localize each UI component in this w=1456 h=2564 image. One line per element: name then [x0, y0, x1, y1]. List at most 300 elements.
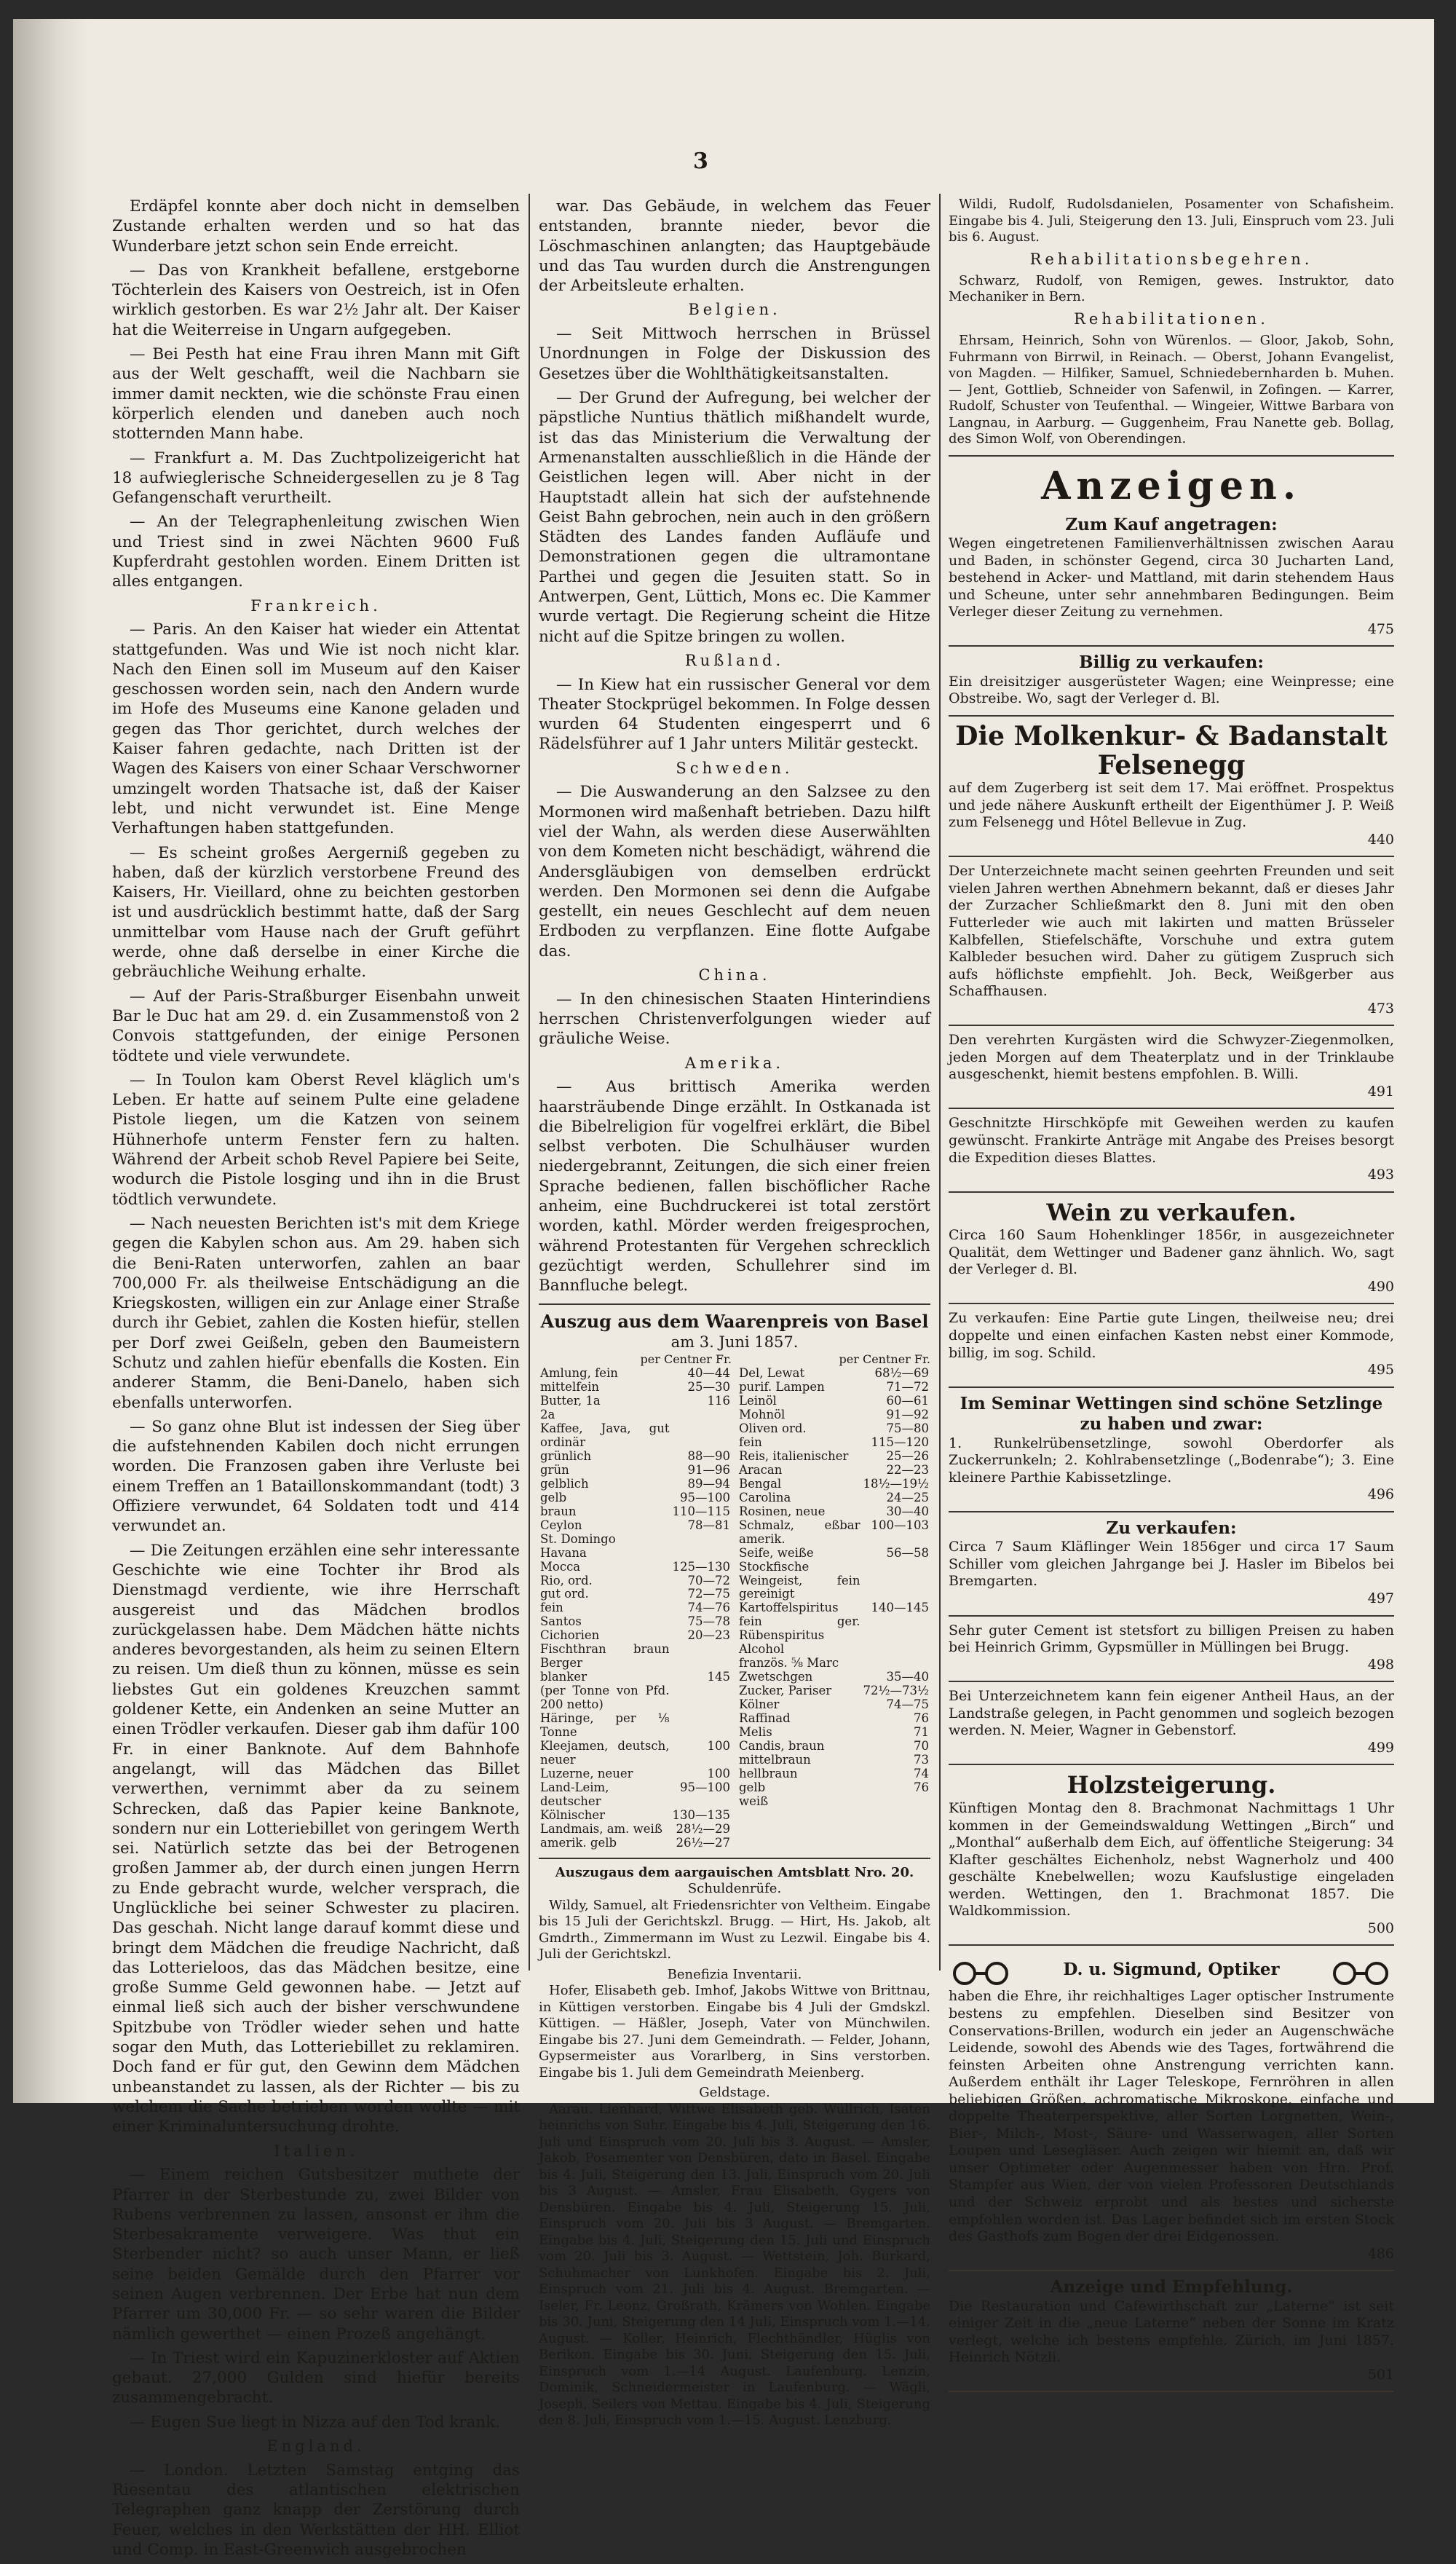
ad-a490 [949, 1199, 1394, 1296]
price-item: Kartoffelspiritus [739, 1601, 839, 1615]
price-value: 140—145 [871, 1601, 929, 1615]
price-row [737, 1367, 930, 1381]
ad-number: 499 [1367, 1739, 1394, 1756]
price-item: mittelbraun [739, 1753, 811, 1767]
price-item: (per Tonne von Pfd. 200 netto) [540, 1684, 670, 1712]
news-paragraph: — London. Letzten Samstag entging das Riesentau des atlantischen elektrischen Telegraphen ganz knapp der Zerstörung durch Feuer, welches in den Werkstätten der HH. Elliot und Comp. in East-Greenwich ausgebrochen [112, 2461, 520, 2559]
price-row [539, 1712, 732, 1740]
price-item: Mohnöl [739, 1407, 786, 1421]
ad-number: 490 [1367, 1278, 1394, 1295]
price-row [539, 1422, 732, 1450]
price-item: St. Domingo [540, 1531, 616, 1546]
price-item: braun [540, 1504, 577, 1518]
price-row [737, 1740, 930, 1754]
price-row [539, 1505, 732, 1519]
price-item: Oliven ord. [739, 1421, 807, 1435]
price-item: purif. Lampen [739, 1379, 825, 1394]
price-value: 100 [707, 1767, 730, 1781]
price-row [737, 1450, 930, 1464]
waarenpreis-left [539, 1367, 732, 1850]
ad-number: 495 [1367, 1362, 1394, 1378]
section-heading: Frankreich. [250, 596, 381, 615]
news-paragraph: — In Toulon kam Oberst Revel kläglich um's Leben. Er hatte auf seinem Pulte eine geladene Pistole liegen, um die Katzen von seinem Hühnerhofe unterm Fenster fern zu halten. Während der Arbeit schob Revel Papiere bei Seite, wodurch die Pistole losging und ihn in die Brust tödtlich verwundete. [112, 1070, 520, 1209]
column-2-news [539, 197, 930, 1296]
ad-number: 475 [1367, 620, 1394, 637]
price-value: 115—120 [871, 1435, 929, 1449]
price-item: gut ord. [540, 1587, 589, 1601]
column-3 [949, 197, 1394, 2398]
ad-body: haben die Ehre, ihr reichhaltiges Lager optischer Instrumente bestens zu empfehlen. Dieselben sind Besitzer von Conservations-Brillen, wodurch ein jeder an Augenschwäche Leidende, sowohl des Abends wie des Tages, fortwährend die feinsten Arbeiten ohne Anstrengung verrichten kann. Außerdem enthält ihr Lager Teleskope, Fernröhren in allen beliebigen Größen, achromatische Mikroskope, einfache und doppelte Theaterperspektive, aller Sorten Lorgnetten, Wein-, Bier-, Milch-, Most-, Säure- und Wasserwagen, aller Sorten Loupen und Lesegläser. Auch zeigen wir hiemit an, daß wir unser Optimeter oder Augenmesser haben von Hrn. Prof. Stampfer aus Wien, der von vielen Professoren Deutschlands und der Schweiz erprobt und als bestes und sicherste empfohlen worden ist. Das Lager befindet sich im ersten Stock des Gasthofs zum Bogen der drei Eidgenossen. [949, 1988, 1394, 2245]
ad-body: Ein dreisitziger ausgerüsteter Wagen; eine Weinpresse; eine Obstreibe. Wo, sagt der Verleger d. Bl. [949, 673, 1394, 707]
ad-separator [949, 1615, 1394, 1617]
price-item: mittelfein [540, 1379, 600, 1394]
ad-heading: D. u. Sigmund, Optiker [1063, 1960, 1280, 1980]
news-paragraph: — Eugen Sue liegt in Nizza auf den Tod krank. [130, 2413, 501, 2431]
page-number: 3 [693, 149, 708, 174]
price-item: Carolina [739, 1490, 791, 1504]
price-value: 70 [914, 1739, 929, 1754]
price-item: Kaffee, Java, gut ordinär [540, 1421, 670, 1449]
news-paragraph: Erdäpfel konnte aber doch nicht in demselben Zustande erhalten werden und so hat das Wunderbare jetzt schon sein Ende erreicht. [112, 197, 520, 256]
section-heading: Amerika. [684, 1054, 785, 1072]
price-item: Bengal [739, 1476, 782, 1491]
ad-a491 [949, 1032, 1394, 1100]
price-value: 73 [914, 1753, 929, 1767]
price-item: Del, Lewat [739, 1365, 805, 1380]
waarenpreis-right [737, 1367, 930, 1809]
section-heading: Schweden. [676, 759, 794, 777]
price-row [737, 1491, 930, 1505]
column-2 [539, 197, 930, 2433]
price-item: Seife, weiße [739, 1545, 814, 1560]
price-value: 76 [914, 1780, 929, 1795]
section-rule [539, 1303, 930, 1305]
news-paragraph: — Frankfurt a. M. Das Zuchtpolizeigericht hat 18 aufwieglerische Schneidergesellen zu je 8 Tag Gefangenschaft verurtheilt. [112, 449, 520, 508]
price-row [539, 1519, 732, 1533]
price-value: 40—44 [687, 1365, 730, 1380]
section-heading: Rehabilitationsbegehren. [1029, 250, 1313, 268]
news-paragraph: — Der Grund der Aufregung, bei welcher der päpstliche Nuntius thätlich mißhandelt wurde, ist das das Ministerium die Verwaltung der Armenanstalten ausschließlich in die Hände der Geistlichen legen will. Aber nicht in der Hauptstadt allein hat sich der aufstehnende Geist Bahn gebrochen, nein auch in den größern Städten des Landes fanden Aufläufe und Demonstrationen gegen die ultramontane Parthei und gegen die Jesuiten statt. So in Antwerpen, Gent, Lüttich, Mons ec. Die Kammer wurde vertagt. Die Regierung scheint die Hitze nicht auf die Spitze bringen zu wollen. [539, 389, 930, 646]
price-row [737, 1574, 930, 1602]
price-item: Reis, italienischer [739, 1448, 849, 1463]
news-paragraph: — So ganz ohne Blut ist indessen der Sieg über die aufstehnenden Kabilen doch nicht errungen worden. Die Franzosen gaben ihre Verluste bei einem Treffen an 1 Bataillonskommandant (todt) 3 Offiziere verwundet, 64 Soldaten todt und 414 verwundet an. [112, 1417, 520, 1536]
section-rule [949, 455, 1394, 457]
ad-number: 486 [1367, 2245, 1394, 2262]
price-value [862, 1574, 930, 1602]
news-paragraph: — Es scheint großes Aergerniß gegeben zu haben, daß der kürzlich verstorbene Freund des Kaisers, Hr. Vieillard, ohne zu beichten gestorben ist und ausdrücklich bestimmt hatte, daß der Sarg unmittelbar vom Hause nach der Gruft geführt werde, ohne daß derselbe in einer Kirche die gebräuchliche Weihung erhalte. [112, 843, 520, 982]
ad-heading: Anzeige und Empfehlung. [1050, 2277, 1293, 2297]
price-value: 25—30 [687, 1379, 730, 1394]
price-item: Rio, ord. [540, 1573, 593, 1587]
price-row [737, 1781, 930, 1795]
price-item: fein ger. Rübenspiritus [739, 1614, 860, 1643]
price-row [737, 1547, 930, 1561]
price-item: fein [540, 1601, 563, 1615]
price-item: gelb [540, 1490, 567, 1504]
ad-a440 [949, 722, 1394, 848]
column-divider-1 [529, 194, 530, 1971]
price-item: Cichorien [540, 1628, 600, 1643]
price-value: 68½—69 [874, 1365, 929, 1380]
amtsblatt-entry: Aarau. Lienhard, Wittwe Elisabeth geb. Wüllrich, Isaten heinrichs von Suhr. Eingabe bis 4. Juli, Steigerung den 16. Juli und Einspruch vom 20. Juli bis 3. August. — Amsler, Jakob, Posamenter von Densbüren, dato in Basel. Eingabe bis 4. Juli, Steigerung den 13. Juli, Einspruch vom 20. Juli bis 3 August. — Amsler, Frau Elisabeth, Gygers von Densbüren. Eingabe bis 4. Juli, Steigerung 15. Juli, Einspruch vom 20. Juli bis 3 August. — Bremgarten. Eingabe bis 4. Juli, Steigerung den 15. Juli und Einspruch vom 20. Juli bis 3. August. — Wettstein, Joh. Burkard, Schuhmacher von Lunkhofen. Eingabe bis 2. Juli, Einspruch vom 21. Juli bis 4. August. Bremgarten. — Iseler, Fr. Leonz, Großrath, Krämers von Wohlen. Eingabe bis 30. Juni, Steigerung den 14 Juli, Einspruch vom 1.—14. August. — Koller, Heinrich, Flechthändler, Hüglis von Berikon. Eingabe bis 30. Juni, Steigerung den 15. Juli, Einspruch vom 1.—14 August. Laufenburg. Lenzin, Dominik, Schneidermeister in Laufenburg. — Wägli, Joseph, Seilers von Mettau. Eingabe bis 4. Juli, Steigerung den 8. Juli, Einspruch vom 1.—15. August. Lenzburg. [539, 2101, 930, 2429]
ad-separator [949, 715, 1394, 717]
anzeigen-heading: Anzeigen. [1041, 463, 1302, 508]
price-row [737, 1478, 930, 1491]
news-paragraph: — Auf der Paris-Straßburger Eisenbahn unweit Bar le Duc hat am 29. d. ein Zusammenstoß von 2 Convois stattgefunden, der einige Personen tödtete und viele verwundete. [112, 987, 520, 1065]
amtsblatt-title: Auszugaus dem aargauischen Amtsblatt Nro. 20. [555, 1864, 914, 1880]
ad-body: Zu verkaufen: Eine Partie gute Lingen, theilweise neu; drei doppelte und einen einfachen Kasten nebst einer Kommode, billig, im sog. Schild. [949, 1310, 1394, 1361]
spectacles-icon [1329, 1952, 1394, 1988]
price-value: 91—92 [886, 1407, 929, 1421]
price-item: 2a [540, 1407, 555, 1421]
ad-heading: Zum Kauf angetragen: [1065, 514, 1278, 535]
price-value: 60—61 [886, 1393, 929, 1408]
ad-body: Bei Unterzeichnetem kann fein eigener Antheil Haus, an der Landstraße gelegen, in Pacht genommen und sogleich bezogen werden. N. Meier, Wagner in Gebenstorf. [949, 1688, 1394, 1739]
price-value: 75—80 [886, 1421, 929, 1435]
price-value: 110—115 [672, 1504, 730, 1518]
news-paragraph: — An der Telegraphenleitung zwischen Wien und Triest sind in zwei Nächten 9600 Fuß Kupferdraht gestohlen worden. Einem Dritten ist alles entgangen. [112, 513, 520, 591]
price-value: 100—103 [871, 1518, 929, 1532]
ad-heading: Holzsteigerung. [1067, 1771, 1276, 1799]
price-item: gelblich [540, 1476, 589, 1491]
price-item: Zucker, Pariser [739, 1684, 832, 1698]
ad-separator [949, 1191, 1394, 1193]
price-row [539, 1601, 732, 1615]
amtsblatt [539, 1865, 930, 2429]
section-heading: Rehabilitationen. [1074, 309, 1269, 328]
price-row [539, 1408, 732, 1422]
price-row [737, 1698, 930, 1712]
price-value: 116 [707, 1393, 730, 1408]
price-value: 72½—73½ [863, 1684, 929, 1698]
ad-a499 [949, 1688, 1394, 1756]
price-value: 74 [914, 1767, 929, 1781]
ad-number: 491 [1367, 1083, 1394, 1100]
price-value: 74—76 [687, 1601, 730, 1615]
news-paragraph: — In Kiew hat ein russischer General vor dem Theater Stockprügel bekommen. In Folge dessen wurden 64 Studenten eingesperrt und 6 Rädelsführer auf 1 Jahr unters Militär gesteckt. [539, 675, 930, 754]
spectacles-icon [949, 1952, 1014, 1988]
news-paragraph: — Aus brittisch Amerika werden haarsträubende Dinge erzählt. In Ostkanada ist die Bibelreligion für vogelfrei erklärt, die Bibel selbst verboten. Die Schulhäuser wurden niedergebrannt, Zeitungen, die sich einer freien Sprache bedienen, fallen bischöflicher Rache anheim, eine Buchdruckerei ist total zerstört worden, kathl. Mörder werden freigesprochen, während Protestanten für Vergehen schrecklich gezüchtigt werden, Schullehrer sind im Bannfluche belegt. [539, 1078, 930, 1295]
waarenpreis-head-right: per Centner Fr. [839, 1352, 930, 1366]
ad-body: Wegen eingetretenen Familienverhältnissen zwischen Aarau und Baden, in schönster Gegend, circa 30 Jucharten Land, bestehend in Acker- und Mattland, mit darin stehendem Haus und Scheune, unter sehr annehmbaren Bedingungen. Beim Verleger dieser Zeitung zu vernehmen. [949, 535, 1394, 620]
price-value: 145 [707, 1670, 730, 1684]
price-row [539, 1767, 732, 1781]
price-item: Weingeist, fein gereinigt [739, 1573, 860, 1601]
price-value [862, 1795, 930, 1809]
news-paragraph: — Paris. An den Kaiser hat wieder ein Attentat stattgefunden. Was und Wie ist noch nicht klar. Nach den Einen soll im Museum auf den Kaiser geschossen worden sein, nach den Andern wurde im Hofe des Museums eine Kanone geladen und gegen das Thor gerichtet, durch welches der Kaiser fahren gedachte, nach Dritten ist der Wagen des Kaisers von einer Schaar Verschworner umzingelt worden Thatsache ist, daß der Kaiser lebt, und nicht verwundet ist. Eine Menge Verhaftungen haben stattgefunden. [112, 620, 520, 838]
price-item: Raffinad [739, 1711, 791, 1726]
price-item: Leinöl [739, 1393, 777, 1408]
ad-body: Circa 7 Saum Kläflinger Wein 1856ger und circa 17 Saum Schiller vom gleichen Jahrgange bei J. Hasler im Bibelos bei Bremgarten. [949, 1539, 1394, 1590]
waarenpreis-title: Auszug aus dem Waarenpreis von Basel [540, 1310, 929, 1332]
price-value: 35—40 [886, 1670, 929, 1684]
price-value [671, 1712, 732, 1740]
ad-a493 [949, 1115, 1394, 1183]
price-value: 25—26 [886, 1448, 929, 1463]
price-item: weiß [739, 1794, 769, 1808]
price-row [539, 1574, 732, 1588]
price-value: 95—100 [680, 1780, 730, 1795]
price-value: 71—72 [886, 1379, 929, 1394]
price-item: Butter, 1a [540, 1393, 601, 1408]
amtsblatt-entry: Hofer, Elisabeth geb. Imhof, Jakobs Wittwe von Brittnau, in Küttigen verstorben. Eingabe bis 4 Juli der Gmdskzl. Küttigen. — Häßler, Joseph, Vater von Münchwilen. Eingabe bis 27. Juni dem Gemeindrath. — Felder, Johann, Gypsermeister aus Vorarlberg, in Sins verstorben. Eingabe bis 1. Juli dem Gemeindrath Meienberg. [539, 1983, 930, 2080]
price-row [737, 1795, 930, 1809]
price-row [539, 1533, 732, 1547]
amtsblatt-body [539, 1881, 930, 2429]
price-value: 95—100 [680, 1490, 730, 1504]
ad-a501 [949, 2277, 1394, 2383]
price-row [539, 1809, 732, 1823]
ad-a486 [949, 1952, 1394, 2263]
ad-separator [949, 1108, 1394, 1109]
ad-number: 501 [1367, 2366, 1394, 2383]
price-row [539, 1740, 732, 1767]
price-row [737, 1754, 930, 1767]
price-item: Zwetschgen [739, 1670, 813, 1684]
ad-body: Künftigen Montag den 8. Brachmonat Nachmittags 1 Uhr kommen in der Gemeindswaldung Wettingen „Birch“ und „Monthal“ außerhalb dem Eich, auf öffentliche Steigerung: 34 Klafter geschältes Eichenholz, nebst Wagnerholz und 400 geschälte Knebelwellen; wozu Kaufslustige eingeladen werden. Wettingen, den 1. Brachmonat 1857. Die Waldkommission. [949, 1800, 1394, 1920]
price-item: grün [540, 1462, 569, 1477]
price-value: 71 [914, 1725, 929, 1740]
price-row [539, 1615, 732, 1629]
ad-a473 [949, 863, 1394, 1017]
ad-number: 493 [1367, 1167, 1394, 1183]
price-row [737, 1464, 930, 1478]
price-item: Amlung, fein [540, 1365, 618, 1380]
price-item: Luzerne, neuer [540, 1767, 633, 1781]
price-value: 70—72 [687, 1573, 730, 1587]
price-row [737, 1767, 930, 1781]
ad-separator [949, 1764, 1394, 1765]
price-row [539, 1670, 732, 1684]
price-item: Ceylon [540, 1518, 582, 1532]
price-item: fein [739, 1435, 762, 1449]
ad-body: 1. Runkelrübensetzlinge, sowohl Oberdorfer als Zuckerrunkeln; 2. Kohlrabensetzlinge („Bodenrabe“); 3. Eine kleinere Parthie Kabissetzlinge. [949, 1435, 1394, 1486]
price-value: 89—94 [687, 1476, 730, 1491]
price-item: Rosinen, neue [739, 1504, 826, 1518]
ad-number: 473 [1367, 1000, 1394, 1017]
price-value: 75—78 [687, 1614, 730, 1629]
price-row [737, 1408, 930, 1422]
price-value: 30—40 [886, 1504, 929, 1518]
price-item: Melis [739, 1725, 772, 1740]
price-row [737, 1684, 930, 1698]
price-item: Fischthran braun Berger [540, 1642, 670, 1670]
price-value [671, 1408, 732, 1422]
price-row [737, 1519, 930, 1547]
waarenpreis-table [539, 1311, 930, 1850]
price-row [539, 1478, 732, 1491]
price-value [862, 1561, 930, 1574]
section-heading: Belgien. [688, 301, 781, 319]
price-item: amerik. gelb [540, 1835, 617, 1850]
price-value [671, 1684, 732, 1712]
price-item: gelb [739, 1780, 766, 1795]
price-item: Mocca [540, 1559, 581, 1574]
ad-body: Den verehrten Kurgästen wird die Schwyzer-Ziegenmolken, jeden Morgen auf dem Theaterplatz und in der Trinklaube ausgeschenkt, hiemit bestens empfohlen. B. Willi. [949, 1032, 1394, 1083]
column-divider-2 [939, 194, 941, 1971]
price-value: 18½—19½ [863, 1476, 929, 1491]
price-item: Land-Leim, deutscher [540, 1780, 609, 1808]
news-paragraph: — Das von Krankheit befallene, erstgeborne Töchterlein des Kaisers von Oestreich, ist in Ofen wirklich gestorben. Es war 2½ Jahr alt. Der Kaiser hat die Weiterreise in Ungarn aufgegeben. [112, 261, 520, 339]
ad-heading: Billig zu verkaufen: [1079, 652, 1264, 673]
price-row [539, 1684, 732, 1712]
ad-a496 [949, 1394, 1394, 1504]
column-3-notices [949, 197, 1394, 448]
ad-separator [949, 856, 1394, 857]
price-row [737, 1615, 930, 1643]
price-row [737, 1670, 930, 1684]
price-row [539, 1823, 732, 1837]
ad-a0 [949, 652, 1394, 708]
news-paragraph: Ehrsam, Heinrich, Sohn von Würenlos. — Gloor, Jakob, Sohn, Fuhrmann von Birrwil, in Reinach. — Oberst, Johann Evangelist, von Magden. — Hilfiker, Samuel, Schniedebernharden b. Muhen. — Jent, Gottlieb, Schneider von Safenwil, in Zofingen. — Karrer, Rudolf, Schuster von Teufenthal. — Wingeier, Wittwe Barbara von Langnau, in Aarburg. — Guggenheim, Frau Nanette geb. Bollag, des Simon Wolf, von Oberendingen. [949, 333, 1394, 446]
price-item: Kölner [739, 1697, 780, 1712]
ad-separator [949, 1025, 1394, 1026]
ad-body: Der Unterzeichnete macht seinen geehrten Freunden und seit vielen Jahren werthen Abnehmern bekannt, daß er dieses Jahr der Zurzacher Schließmarkt den 8. Juni mit den oben Futterleder wie auch mit lakirten und matten Brüsseler Kalbfellen, Stiefelschäfte, Vorschuhe und extra gutem Kalbleder besuchen wird. Daher zu gütigem Zuspruch sich aufs höflichste empfiehlt. Joh. Beck, Weißgerber aus Schaffhausen. [949, 863, 1394, 1000]
price-row [539, 1643, 732, 1670]
price-item: Kleejamen, deutsch, neuer [540, 1739, 670, 1767]
price-value [671, 1533, 732, 1547]
news-paragraph: — In Triest wird ein Kapuzinerkloster auf Aktien gebaut. 27,000 Gulden sind hiefür bereits zusammengebracht. [112, 2348, 520, 2407]
price-value: 130—135 [672, 1807, 730, 1822]
news-paragraph: war. Das Gebäude, in welchem das Feuer entstanden, brannte nieder, bevor die Löschmaschinen anlangten; das Hauptgebäude und das Tau wurden durch die Anstrengungen der Arbeitsleute erhalten. [539, 197, 930, 296]
price-row [737, 1712, 930, 1726]
price-value [671, 1422, 732, 1450]
price-row [539, 1587, 732, 1601]
price-value: 91—96 [687, 1462, 730, 1477]
ad-body: Die Restauration und Cafewirthschaft zur „Laterne“ ist seit einiger Zeit in die „neue Laterne“ neben der Sonne im Kratz verlegt, welche ich bestens empfehle. Zürich, im Juni 1857. Heinrich Nötzli. [949, 2297, 1394, 2366]
price-row [737, 1643, 930, 1657]
price-value: 125—130 [672, 1559, 730, 1574]
price-item: Santos [540, 1614, 582, 1629]
price-row [539, 1837, 732, 1850]
price-item: Häringe, per ⅛ Tonne [540, 1711, 670, 1740]
news-paragraph: — Einem reichen Gutsbesitzer muthete der Pfarrer in der Sterbestunde zu, zwei Bilder von Rubens verbrennen zu lassen, ansonst er ihm die Sterbesakramente verweigere. Was thut ein Sterbender nicht? so auch unser Mann, er ließ seine beiden Gemälde durch den Pfarrer vor seinen Augen verbrennen. Der Erbe hat nun dem Pfarrer um 30,000 Fr. — so sehr waren die Bilder nämlich gewerthet — einen Prozeß angehängt. [112, 2166, 520, 2343]
price-row [737, 1726, 930, 1740]
price-value: 28½—29 [676, 1821, 730, 1836]
ad-number: 500 [1367, 1920, 1394, 1936]
news-paragraph: Wildi, Rudolf, Rudolsdanielen, Posamenter von Schafisheim. Eingabe bis 4. Juli, Steigerung den 13. Juli, Einspruch vom 23. Juli bis 6. August. [949, 197, 1394, 245]
price-value [671, 1547, 732, 1561]
price-item: hellbraun [739, 1767, 798, 1781]
price-row [539, 1629, 732, 1643]
price-item: Kölnischer [540, 1807, 605, 1822]
ad-number: 498 [1367, 1656, 1394, 1673]
ad-heading: Die Molkenkur- & Badanstalt Felsenegg [955, 720, 1388, 781]
section-heading: England. [266, 2437, 365, 2455]
price-row [737, 1601, 930, 1615]
amtsblatt-section-heading: Benefizia Inventarii. [667, 1966, 802, 1982]
ad-separator [949, 1511, 1394, 1512]
news-paragraph: — In den chinesischen Staaten Hinterindiens herrschen Christenverfolgungen wieder auf gräuliche Weise. [539, 990, 930, 1049]
page-binding-shadow [13, 19, 89, 2103]
waarenpreis-head-left: per Centner Fr. [640, 1352, 732, 1366]
price-item: grünlich [540, 1448, 592, 1463]
price-item: französ. ⅝ Marc [739, 1656, 839, 1670]
ad-separator [949, 1944, 1394, 1946]
ad-heading: Zu verkaufen: [1106, 1518, 1237, 1538]
amtsblatt-entry: Wildy, Samuel, alt Friedensrichter von Veltheim. Eingabe bis 15 Juli der Gerichtskzl. Brugg. — Hirt, Hs. Jakob, alt Gmdrth., Zimmermann im Wust zu Lezwil. Eingabe bis 4. Juli der Gerichtskzl. [539, 1897, 930, 1963]
price-row [539, 1464, 732, 1478]
price-value [671, 1643, 732, 1670]
price-row [539, 1781, 732, 1809]
ad-separator [949, 645, 1394, 647]
price-row [539, 1491, 732, 1505]
price-row [737, 1561, 930, 1574]
price-item: Havana [540, 1545, 587, 1560]
waarenpreis-date: am 3. Juni 1857. [670, 1333, 799, 1351]
news-paragraph: — Bei Pesth hat eine Frau ihren Mann mit Gift aus der Welt geschafft, weil die Nachbarn sie immer damit neckten, wie die schönste Frau einen körperlich elenden und daneben auch noch stotternden Mann habe. [112, 345, 520, 443]
ad-body: Sehr guter Cement ist stetsfort zu billigen Preisen zu haben bei Heinrich Grimm, Gypsmüller in Müllingen bei Brugg. [949, 1622, 1394, 1656]
ad-separator [949, 2270, 1394, 2271]
ad-separator [949, 2391, 1394, 2392]
price-row [737, 1436, 930, 1450]
ad-number: 440 [1367, 831, 1394, 848]
news-paragraph: — Die Zeitungen erzählen eine sehr interessante Geschichte wie eine Tochter ihr Brod als Dienstmagd verdiente, wie ihre Herrschaft ausgereist und das Mädchen brodlos zurückgelassen habe. Dem Mädchen hätte nichts anderes bevorgestanden, als heim zu seinen Eltern zu reisen. Um dieß thun zu können, müsse es sein liebstes Gut ein goldenes Kreuzchen sammt goldener Kette, ein Andenken an seine Mutter an einen Trödler verkaufen. Dieser gab ihm dafür 100 Fr. in einer Banknote. Auf dem Bahnhofe angelangt, will das Mädchen das Billet verwerthen, vernimmt aber da zu seinem Schrecken, daß das Papier keine Banknote, sondern nur ein Lotteriebillet von geringem Werth sei. Natürlich setzte das bei der Betrogenen großen Jammer ab, der durch einen jungen Herrn zu Ende gebracht wurde, welcher versprach, die Unglückliche bei seiner Schwester zu placiren. Das geschah. Nicht lange darauf kommt diese und bringt dem Mädchen die freudige Nachricht, daß das Lotterieloos, das das Mädchen besitze, eine große Summe Geld gewonnen habe. — Jetzt auf einmal ließ sich auch der bisher verschwundene Spitzbube von Trödler wieder sehen und hatte sogar den Muth, das Lotteriebillet zu reklamiren. Doch fand er für gut, den Gewinn dem Mädchen unbeanstandet zu lassen, als der Richter — bis zu welchem die Sache betrieben worden wollte — mit einer Kriminaluntersuchung drohte. [112, 1541, 520, 2137]
price-value: 76 [914, 1711, 929, 1726]
ad-body: Geschnitzte Hirschköpfe mit Geweihen werden zu kaufen gewünscht. Frankirte Anträge mit Angabe des Preises besorgt die Expedition dieses Blattes. [949, 1115, 1394, 1166]
price-item: Stockfische [739, 1559, 810, 1574]
price-value: 74—75 [886, 1697, 929, 1712]
optician-header [949, 1952, 1394, 1988]
price-item: blanker [540, 1670, 587, 1684]
price-value [862, 1643, 930, 1657]
price-value: 100 [707, 1739, 730, 1754]
news-paragraph: — Die Auswanderung an den Salzsee zu den Mormonen wird maßenhaft betrieben. Dazu hilft viel der Wahn, als werden diese Auserwählten von dem Kometen nicht beschädigt, während die Andersgläubigen von demselben erdrückt werden. Den Mormonen sei denn die Aufgabe gestellt, ein neues Geschlecht auf dem neuen Erdboden zu verpflanzen. Eine flotte Aufgabe das. [539, 783, 930, 960]
price-row [539, 1395, 732, 1408]
ad-separator [949, 1386, 1394, 1388]
section-heading: Italien. [274, 2142, 358, 2160]
price-row [737, 1505, 930, 1519]
price-value [862, 1657, 930, 1670]
ad-number: 496 [1367, 1486, 1394, 1503]
price-row [539, 1367, 732, 1381]
price-value [862, 1615, 930, 1643]
ad-body: auf dem Zugerberg ist seit dem 17. Mai eröffnet. Prospektus und jede nähere Auskunft ertheilt der Eigenthümer J. P. Weiß zum Felsenegg und Hôtel Bellevue in Zug. [949, 780, 1394, 831]
ad-a475 [949, 515, 1394, 639]
ad-heading: Im Seminar Wettingen sind schöne Setzlinge zu haben und zwar: [960, 1393, 1383, 1435]
news-paragraph: — Seit Mittwoch herrschen in Brüssel Unordnungen in Folge der Diskussion des Gesetzes über die Wohlthätigkeitsanstalten. [539, 325, 930, 383]
price-row [737, 1422, 930, 1436]
price-item: Candis, braun [739, 1739, 825, 1754]
ad-separator [949, 1303, 1394, 1304]
price-row [539, 1561, 732, 1574]
ad-a497 [949, 1518, 1394, 1608]
amtsblatt-section-heading: Schuldenrüfe. [687, 1881, 782, 1897]
ad-body: Circa 160 Saum Hohenklinger 1856r, in ausgezeichneter Qualität, dem Wettinger und Badener ganz ähnlich. Wo, sagt der Verleger d. Bl. [949, 1227, 1394, 1278]
amtsblatt-section-heading: Geldstage. [699, 2085, 770, 2101]
price-value: 22—23 [886, 1462, 929, 1477]
price-row [737, 1395, 930, 1408]
price-row [737, 1657, 930, 1670]
price-row [539, 1547, 732, 1561]
price-item: Aracan [739, 1462, 783, 1477]
section-rule [539, 1858, 930, 1859]
price-value: 56—58 [886, 1545, 929, 1560]
price-row [539, 1381, 732, 1395]
price-item: Alcohol [739, 1642, 785, 1657]
price-value: 88—90 [687, 1448, 730, 1463]
ad-a495 [949, 1310, 1394, 1378]
section-heading: China. [698, 966, 771, 985]
ad-separator [949, 1681, 1394, 1682]
price-item: Landmais, am. weiß [540, 1821, 662, 1836]
newspaper-page [13, 19, 1434, 2559]
news-paragraph: Schwarz, Rudolf, von Remigen, gewes. Instruktor, dato Mechaniker in Bern. [949, 272, 1394, 305]
ad-heading: Wein zu verkaufen. [1046, 1198, 1297, 1226]
price-item: Schmalz, eßbar amerik. [739, 1518, 860, 1546]
ad-number: 497 [1367, 1590, 1394, 1607]
price-value: 20—23 [687, 1628, 730, 1643]
